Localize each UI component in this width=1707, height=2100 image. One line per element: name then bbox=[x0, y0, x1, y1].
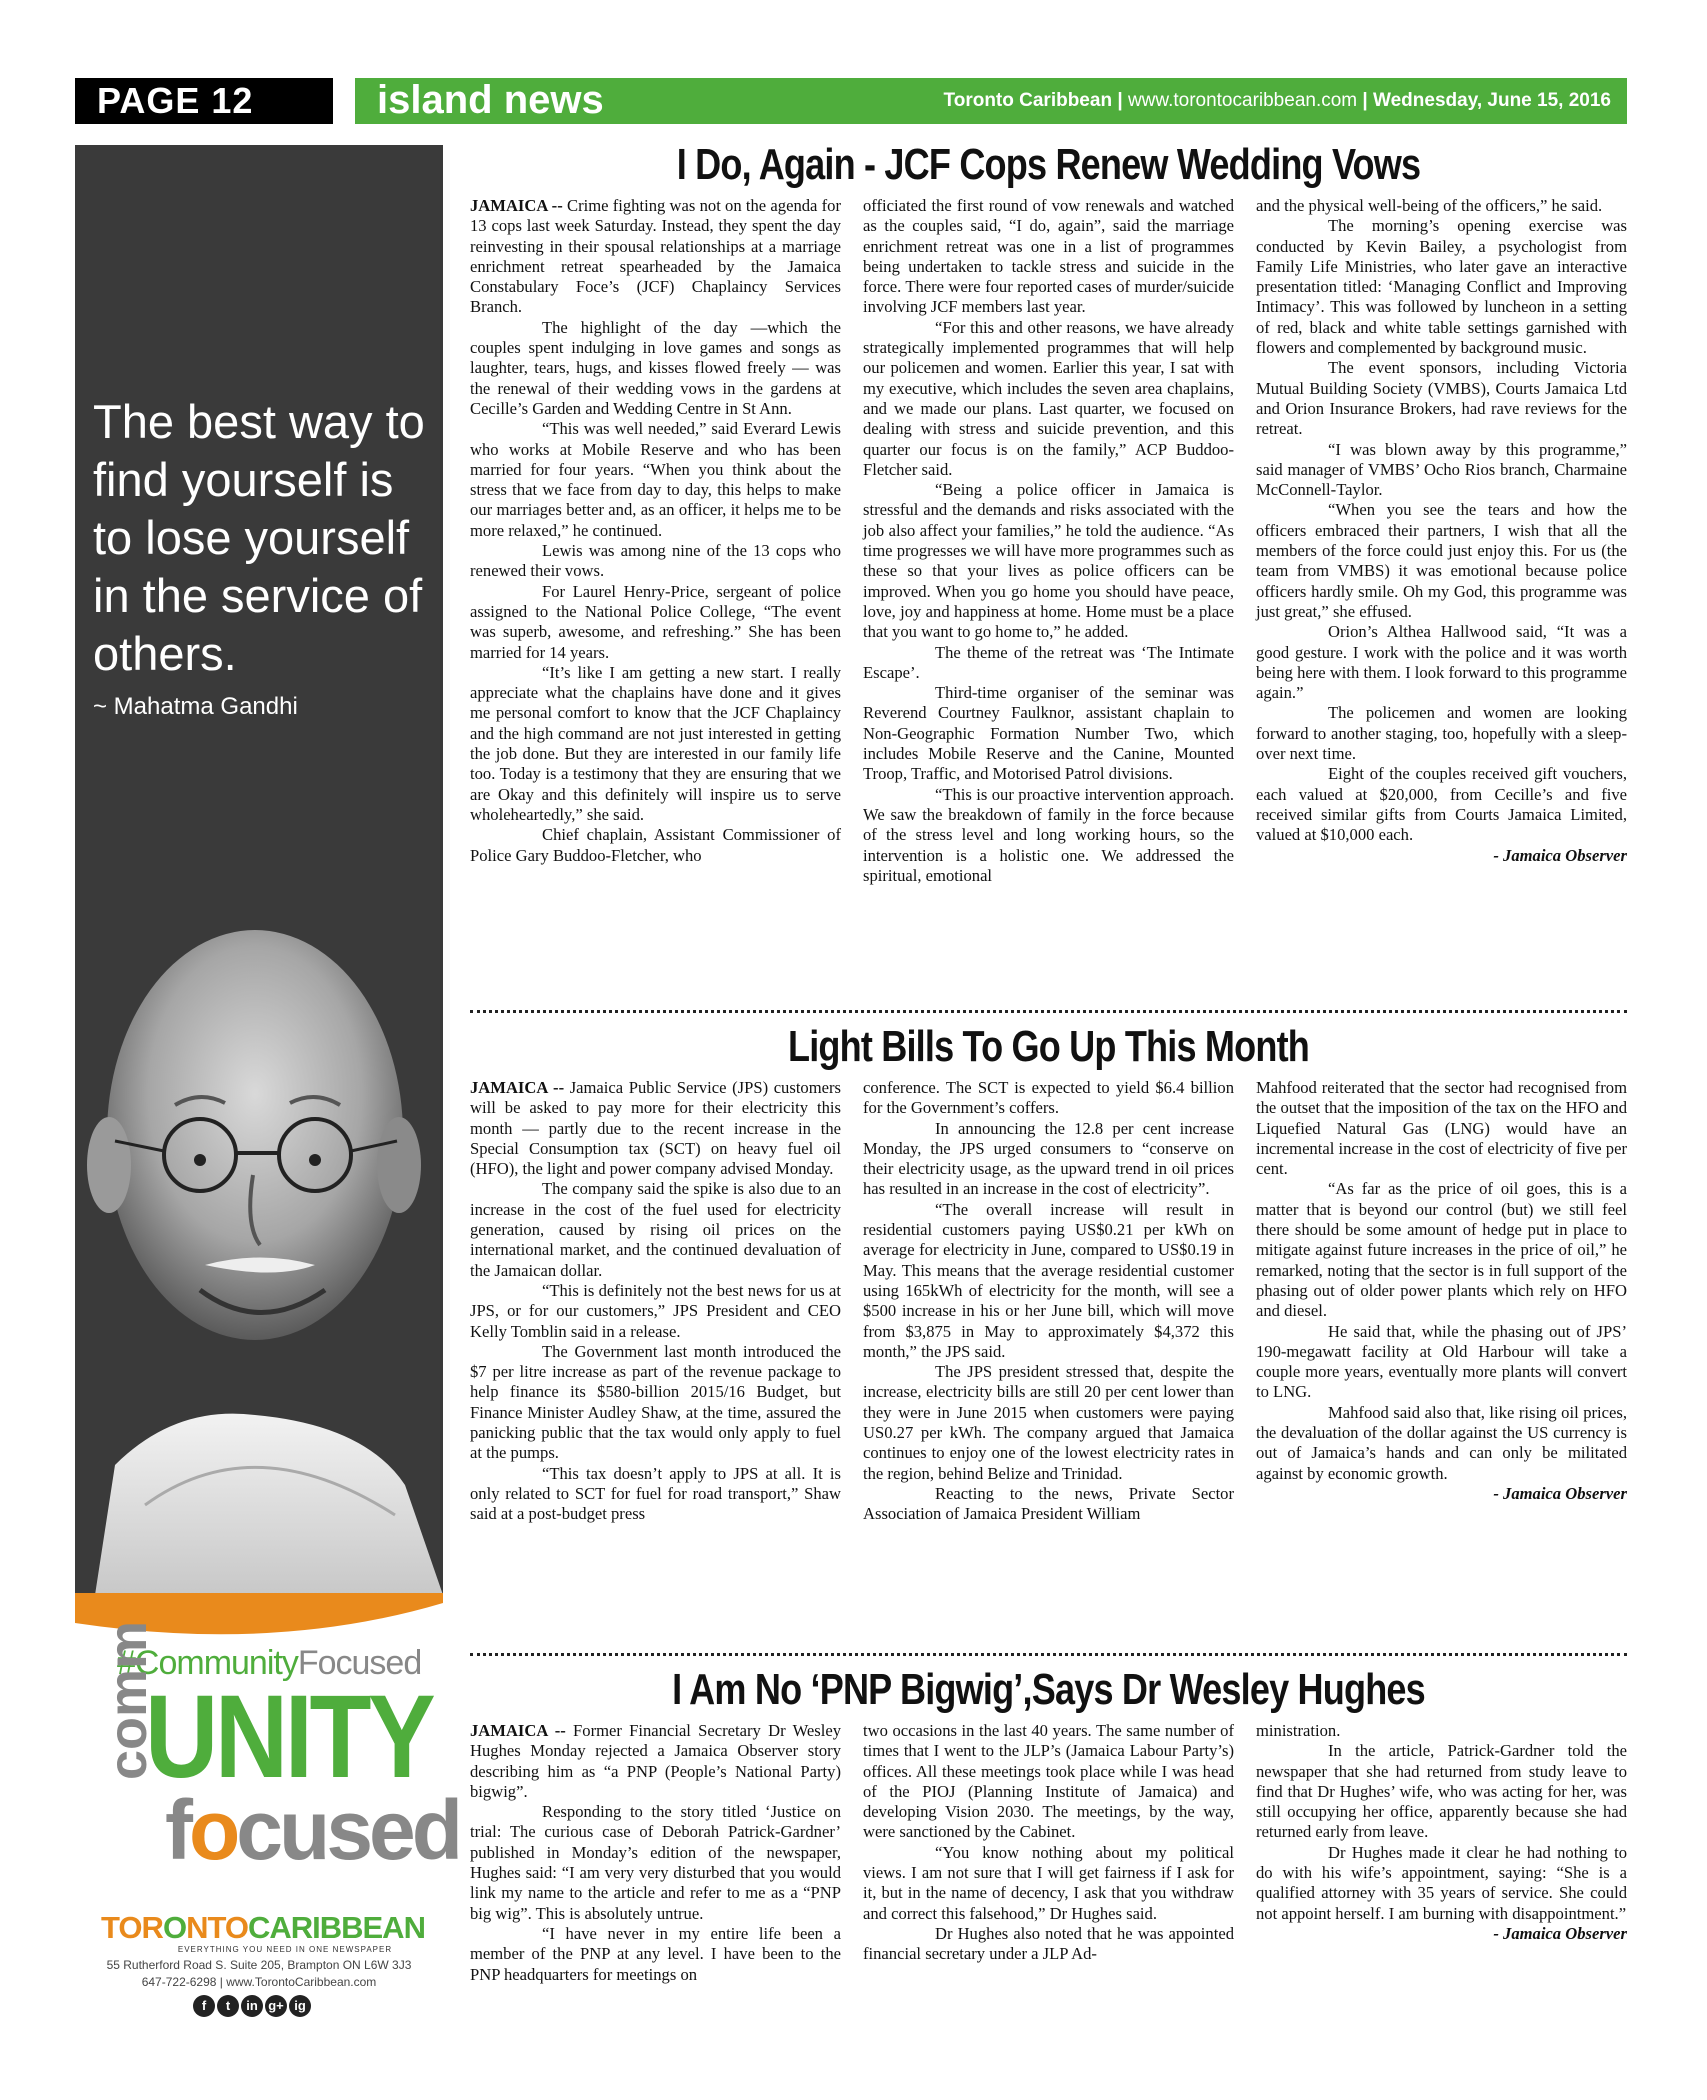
section-name: island news bbox=[377, 78, 604, 122]
article-paragraph: Orion’s Althea Hallwood said, “It was a good gesture. I work with the police and it was worth being here with them. I look forward to this programme again.” bbox=[1256, 622, 1627, 703]
article-paragraph: Dr Hughes also noted that he was appointed financial secretary under a JLP Ad- bbox=[863, 1923, 1234, 1964]
article-credit: - Jamaica Observer bbox=[1493, 845, 1627, 865]
article-paragraph: ministration. bbox=[1256, 1721, 1341, 1740]
article-paragraph: “For this and other reasons, we have already strategically implemented programmes that will help our policemen and women. Earlier this year, I sat with my executive, which includes the seven area chaplains, and we made our plans. Last quarter, we focused on dealing with stress and suicide prevention, and this quarter our focus is on the family,” ACP Buddoo-Fletcher said. bbox=[863, 317, 1234, 479]
quote-panel bbox=[75, 145, 443, 1595]
article-paragraph: Lewis was among nine of the 13 cops who renewed their vows. bbox=[470, 541, 841, 581]
article-columns bbox=[470, 1078, 1627, 1525]
contact-info[interactable]: 647-722-6298 | www.TorontoCaribbean.com bbox=[141, 1975, 377, 1989]
article-columns bbox=[470, 1721, 1627, 1985]
article-headline: I Am No ‘PNP Bigwig’,Says Dr Wesley Hughes bbox=[672, 1665, 1425, 1714]
article-column bbox=[1256, 1078, 1627, 1525]
article-paragraph: The theme of the retreat was ‘The Intimate Escape’. bbox=[863, 642, 1234, 682]
article-wesley-hughes bbox=[470, 1665, 1627, 1985]
dateline: JAMAICA -- bbox=[470, 196, 563, 215]
article-paragraph: Dr Hughes made it clear he had nothing to do with his wife’s appointment, saying: “She is a qualified attorney with 35 years of service. She could not appoint herself. I am burning with disappointment.” bbox=[1256, 1842, 1627, 1923]
quote-author: ~ Mahatma Gandhi bbox=[93, 693, 298, 720]
article-paragraph: “As far as the price of oil goes, this is a matter that is beyond our control (but) we still feel there should be some amount of hedge put in place to mitigate against future increases in the price of oil,” he remarked, noting that the sector is in full support of the phasing out of older power plants which rely on HFO and diesel. bbox=[1256, 1179, 1627, 1321]
article-paragraph: “I was blown away by this programme,” said manager of VMBS’ Ocho Rios branch, Charmaine McConnell-Taylor. bbox=[1256, 439, 1627, 500]
publication-name: Toronto Caribbean bbox=[943, 90, 1113, 111]
section-header-bar bbox=[355, 78, 1627, 124]
article-paragraph: “The overall increase will result in residential customers paying US$0.21 per kWh on average for electricity in June, compared to US$0.19 in May. This means that the average residential customer using 165kWh of electricity for the month, will see a $500 increase in his or her June bill, which will move from $3,875 in May to approximately $4,372 this month,” the JPS said. bbox=[863, 1199, 1234, 1361]
article-credit: - Jamaica Observer bbox=[1493, 1923, 1627, 1943]
website-link[interactable]: www.torontocaribbean.com bbox=[1127, 90, 1358, 111]
sidebar-ad bbox=[75, 145, 460, 2025]
article-column bbox=[470, 196, 841, 886]
article-column bbox=[470, 1078, 841, 1525]
masthead-separator: | bbox=[1362, 90, 1368, 111]
article-credit: - Jamaica Observer bbox=[1493, 1483, 1627, 1503]
article-paragraph: In announcing the 12.8 per cent increase Monday, the JPS urged consumers to “conserve on their electricity usage, as the upward trend in oil prices has resulted in an increase in the cost of electricity”. bbox=[863, 1118, 1234, 1199]
article-paragraph: JAMAICA -- Jamaica Public Service (JPS) customers will be asked to pay more for their electricity this month — partly due to the recent increase in the Special Consumption tax (SCT) on heavy fuel oil (HFO), the light and power company advised Monday. bbox=[470, 1078, 841, 1179]
logo-tagline: EVERYTHING YOU NEED IN ONE NEWSPAPER bbox=[177, 1945, 393, 1954]
gandhi-quote: The best way to find yourself is to lose yourself in the service of others. bbox=[93, 395, 425, 680]
article-paragraph: Reacting to the news, Private Sector Association of Jamaica President William bbox=[863, 1483, 1234, 1524]
article-column bbox=[1256, 1721, 1627, 1985]
article-paragraph: “This was well needed,” said Everard Lewis who works at Mobile Reserve and who has been married for four years. “When you think about the stress that we face from day to day, this helps to make our marriages better and, as an officer, it helps me to be more relaxed,” he continued. bbox=[470, 419, 841, 540]
article-paragraph: He said that, while the phasing out of JPS’ 190-megawatt facility at Old Harbour will take a couple more years, eventually more plants will convert to LNG. bbox=[1256, 1321, 1627, 1402]
article-divider bbox=[470, 1653, 1627, 1656]
article-paragraph: The Government last month introduced the $7 per litre increase as part of the revenue package to help finance its $580-billion 2015/16 Budget, but Finance Minister Audley Shaw, at the time, assured the panicking public that the tax would only apply to fuel at the pumps. bbox=[470, 1341, 841, 1463]
article-paragraph: officiated the first round of vow renewals and watched as the couples said, “I do, again”, said the marriage enrichment retreat was one in a list of programmes being undertaken to tackle stress and suicide in the force. There were four reported cases of murder/suicide involving JCF members last year. bbox=[863, 196, 1234, 317]
article-paragraph: Mahfood said also that, like rising oil prices, the devaluation of the dollar against the US currency is out of Jamaica’s hands and can only be militated against by economic growth. bbox=[1256, 1402, 1627, 1483]
article-paragraph: The highlight of the day —which the couples spent indulging in love games and songs as laughter, tears, hugs, and kisses flowed freely — was the renewal of their wedding vows in the gardens at Cecille’s Garden and Wedding Centre in St Ann. bbox=[470, 317, 841, 418]
article-column bbox=[863, 1078, 1234, 1525]
issue-date: Wednesday, June 15, 2016 bbox=[1373, 90, 1611, 111]
dateline: JAMAICA -- bbox=[470, 1721, 566, 1740]
article-paragraph: “Being a police officer in Jamaica is stressful and the demands and risks associated with the job also affect your families,” he told the audience. “As time progresses we will have more programmes such as these so that your lives as police officers can be improved. When you go home you should have peace, love, joy and happiness at home. Home must be a place that you want to go home to,” he added. bbox=[863, 480, 1234, 642]
toronto-caribbean-logo: TORONTOCARIBBEAN bbox=[101, 1910, 425, 1945]
article-headline: I Do, Again - JCF Cops Renew Wedding Vows bbox=[676, 140, 1421, 189]
social-icons bbox=[193, 1995, 311, 2017]
article-paragraph: “You know nothing about my political views. I am not sure that I will get fairness if I ask for it, but in the name of decency, I ask that you withdraw and correct this falsehood,” Dr Hughes said. bbox=[863, 1842, 1234, 1923]
article-paragraph: Chief chaplain, Assistant Commissioner of Police Gary Buddoo-Fletcher, who bbox=[470, 825, 841, 865]
article-paragraph: JAMAICA -- Former Financial Secretary Dr Wesley Hughes Monday rejected a Jamaica Observer story describing him as “a PNP (People’s National Party) bigwig”. bbox=[470, 1721, 842, 1801]
article-paragraph: The JPS president stressed that, despite the increase, electricity bills are still 20 per cent lower than they were in June 2015 when customers were paying US0.27 per kWh. The company argued that Jamaica continues to enjoy one of the lowest electricity rates in the region, behind Belize and Trinidad. bbox=[863, 1362, 1234, 1483]
article-divider bbox=[470, 1010, 1627, 1013]
masthead-info bbox=[944, 78, 1611, 124]
article-paragraph: “When you see the tears and how the officers embraced their partners, I wish that all the members of the force could just enjoy this. For us (the team from VMBS) it was emotional because police officers hardly smile. Oh my God, this programme was just great,” she effused. bbox=[1256, 500, 1627, 621]
article-paragraph: “This is definitely not the best news for us at JPS, or for our customers,” JPS President and CEO Kelly Tomblin said in a release. bbox=[470, 1280, 841, 1341]
logo-unity-text: UNITY bbox=[145, 1671, 433, 1803]
article-paragraph: JAMAICA -- Crime fighting was not on the agenda for 13 cops last week Saturday. Instead, they spent the day reinvesting in their spousal relationships at a marriage enrichment retreat spearheaded by the Jamaica Constabulary Foce’s (JCF) Chaplaincy Services Branch. bbox=[470, 196, 842, 317]
article-paragraph: Eight of the couples received gift vouchers, each valued at $20,000, from Cecille’s and five received similar gifts from Courts Jamaica Limited, valued at $10,000 each. bbox=[1256, 764, 1627, 845]
article-headline: Light Bills To Go Up This Month bbox=[787, 1022, 1310, 1071]
article-paragraph: The policemen and women are looking forward to another staging, too, hopefully with a sleep-over next time. bbox=[1256, 703, 1627, 764]
article-paragraph: and the physical well-being of the officers,” he said. bbox=[1256, 196, 1603, 215]
article-paragraph: Third-time organiser of the seminar was Reverend Courtney Faulknor, assistant chaplain to Non-Geographic Formation Number Two, which includes Mobile Reserve and the Canine, Mounted Troop, Traffic, and Motorised Patrol divisions. bbox=[863, 683, 1234, 784]
article-columns bbox=[470, 196, 1627, 886]
community-hashtag: #CommunityFocused bbox=[117, 1644, 422, 1682]
page-number-label: PAGE 12 bbox=[75, 78, 333, 124]
article-light-bills bbox=[470, 1022, 1627, 1525]
dateline: JAMAICA -- bbox=[470, 1078, 565, 1097]
instagram-icon[interactable]: ig bbox=[289, 1995, 311, 2017]
article-paragraph: “It’s like I am getting a new start. I really appreciate what the chaplains have done and it gives me personal comfort to know that the JCF Chaplaincy and the high command are not just interested in getting the job done. But they are interested in our family life too. Today is a testimony that they are ensuring that we are Okay and this definitely will inspire us to serve wholeheartedly,” she said. bbox=[470, 662, 841, 824]
article-paragraph: The event sponsors, including Victoria Mutual Building Society (VMBS), Courts Jamaica Ltd and Orion Insurance Brokers, had rave reviews for the retreat. bbox=[1256, 358, 1627, 439]
article-column bbox=[1256, 196, 1627, 886]
article-column bbox=[470, 1721, 841, 1985]
article-paragraph: The company said the spike is also due to an increase in the cost of the fuel used for electricity generation, caused by rising oil prices on the international market, and the continued devaluation of the Jamaican dollar. bbox=[470, 1179, 841, 1280]
logo-focused-text: focused bbox=[165, 1783, 460, 1877]
article-wedding-vows bbox=[470, 140, 1627, 886]
article-paragraph: Mahfood reiterated that the sector had recognised from the outset that the imposition of the tax on the HFO and Liquefied Natural Gas (LNG) would have an incremental increase in the cost of electricity of five per cent. bbox=[1256, 1078, 1627, 1179]
article-column bbox=[863, 1721, 1234, 1985]
article-paragraph: two occasions in the last 40 years. The same number of times that I went to the JLP’s (Jamaica Labour Party’s) offices. All these meetings took place while I was head of the PIOJ (Planning Institute of Jamaica) and developing Vision 2030. The meetings, by the way, were sanctioned by the Cabinet. bbox=[863, 1721, 1234, 1842]
community-focused-logo bbox=[75, 1600, 460, 2025]
google-plus-icon[interactable]: g+ bbox=[265, 1995, 287, 2017]
article-paragraph: The morning’s opening exercise was conducted by Kevin Bailey, a psychologist from Family Life Ministries, who later gave an interactive presentation titled: ‘Managing Conflict and Improving Intimacy’. This was followed by luncheon in a setting of red, black and white table settings garnished with flowers and complemented by background music. bbox=[1256, 216, 1627, 358]
gandhi-portrait-image bbox=[75, 905, 443, 1595]
article-paragraph: In the article, Patrick-Gardner told the newspaper that she had returned from study leave to find that Dr Hughes’ wife, who was acting for her, was still occupying her office, apparently because she had returned early from leave. bbox=[1256, 1741, 1627, 1842]
article-paragraph: Responding to the story titled ‘Justice on trial: The curious case of Deborah Patrick-Gardner’ published in Monday’s edition of the newspaper, Hughes said: “I am very very disturbed that you would link my name to the article and refer to me as a “PNP big wig”. This is absolutely untrue. bbox=[470, 1802, 841, 1923]
article-paragraph: “This tax doesn’t apply to JPS at all. It is only related to SCT for fuel for road transport,” Shaw said at a post-budget press bbox=[470, 1463, 841, 1524]
office-address: 55 Rutherford Road S. Suite 205, Brampton ON L6W 3J3 bbox=[106, 1958, 412, 1972]
linkedin-icon[interactable]: in bbox=[241, 1995, 263, 2017]
article-paragraph: For Laurel Henry-Price, sergeant of police assigned to the National Police College, “The event was superb, awesome, and refreshing.” She has been married for 14 years. bbox=[470, 581, 841, 662]
twitter-icon[interactable]: t bbox=[217, 1995, 239, 2017]
article-column bbox=[863, 196, 1234, 886]
masthead-separator: | bbox=[1117, 90, 1123, 111]
article-paragraph: “I have never in my entire life been a member of the PNP at any level. I have been to the PNP headquarters for meetings on bbox=[470, 1923, 841, 1984]
article-paragraph: “This is our proactive intervention approach. We saw the breakdown of family in the force because of the stress level and long working hours, so the intervention is a holistic one. We addressed the spiritual, emotional bbox=[863, 784, 1234, 885]
article-paragraph: conference. The SCT is expected to yield $6.4 billion for the Government’s coffers. bbox=[863, 1078, 1234, 1118]
logo-comm-text: comm bbox=[98, 1620, 158, 1780]
facebook-icon[interactable]: f bbox=[193, 1995, 215, 2017]
